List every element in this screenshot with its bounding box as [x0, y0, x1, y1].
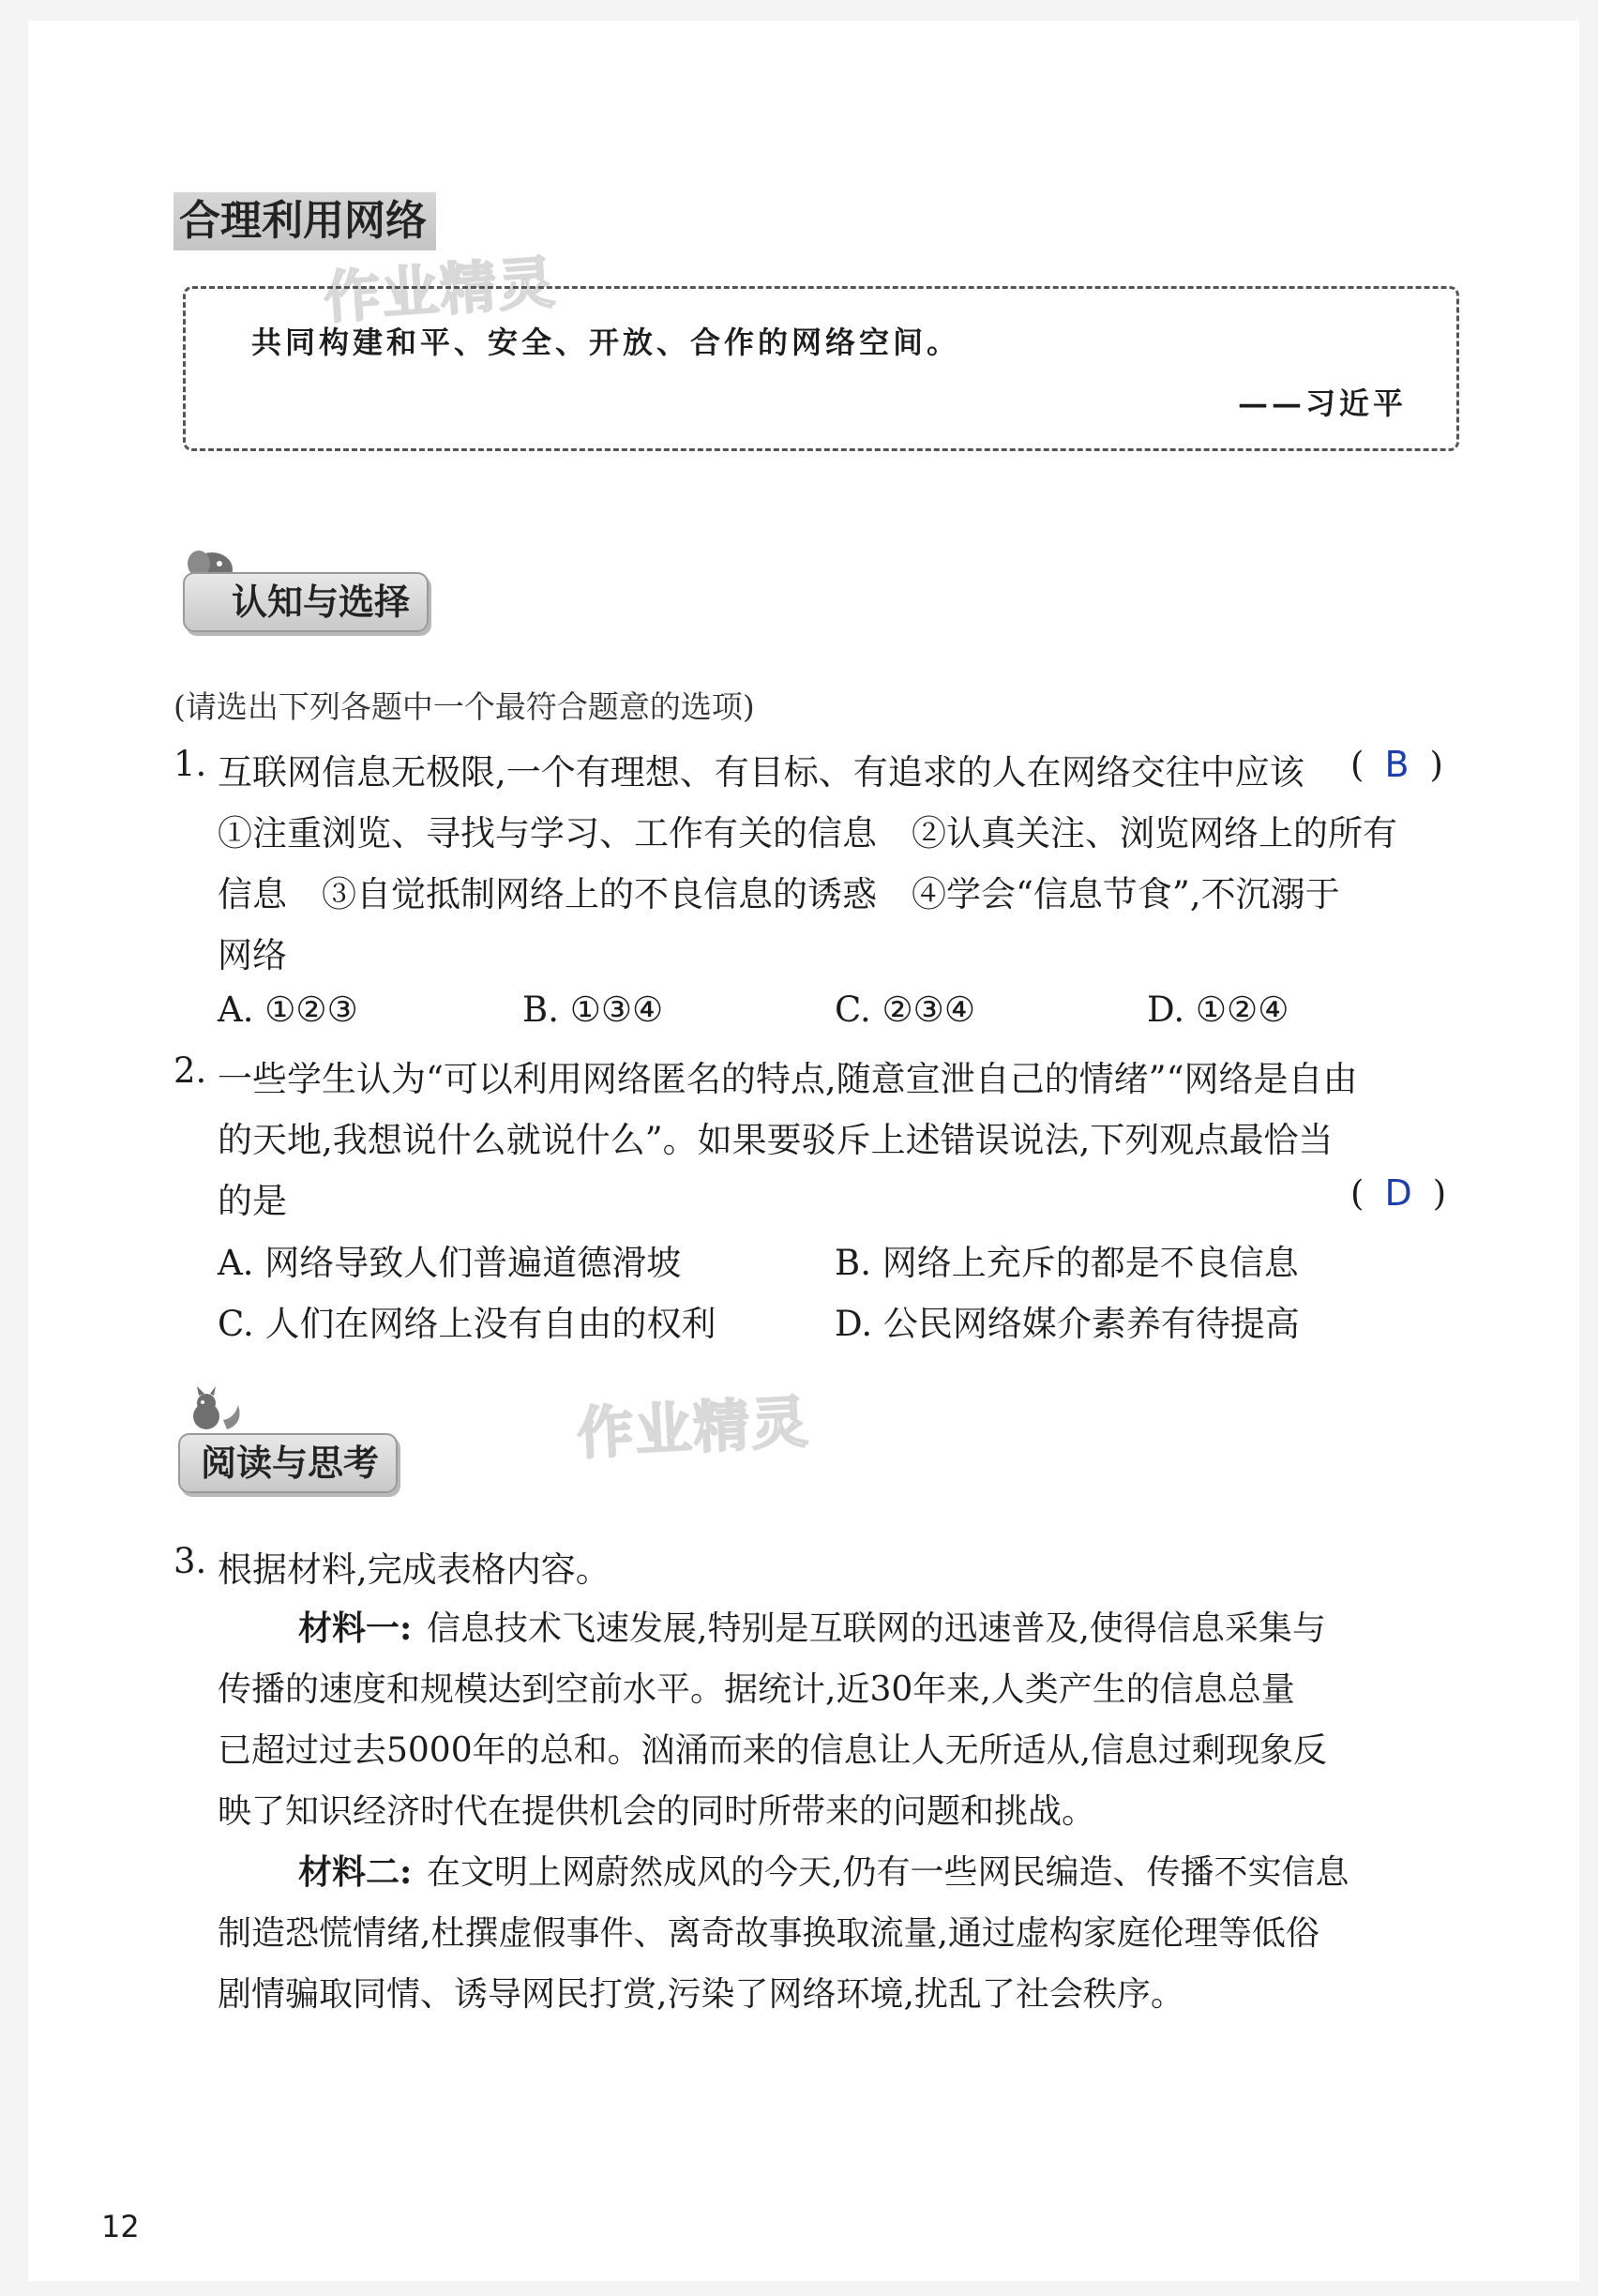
answer-mark: D: [1384, 1172, 1412, 1214]
answer-bracket: ( D ): [1350, 1172, 1447, 1214]
option-a: A. 网络导致人们普遍道德滑坡: [218, 1243, 682, 1283]
material-line: 制造恐慌情绪,杜撰虚假事件、离奇故事换取流量,通过虚构家庭伦理等低俗: [218, 1914, 1319, 1953]
material-label: 材料二:: [298, 1852, 413, 1892]
section-title: 合理利用网络: [173, 192, 436, 250]
section-badge-cognition: 认知与选择: [183, 572, 429, 632]
option-a: A. ①②③: [218, 989, 358, 1030]
question-line: ①注重浏览、寻找与学习、工作有关的信息 ②认真关注、浏览网络上的所有: [218, 813, 1397, 853]
material-line: 已超过过去5000年的总和。汹涌而来的信息让人无所适从,信息过剩现象反: [218, 1731, 1328, 1770]
question-line: 一些学生认为“可以利用网络匿名的特点,随意宣泄自己的情绪”“网络是自由: [218, 1059, 1358, 1099]
answer-bracket: ( B ): [1350, 744, 1443, 785]
watermark: 作业精灵: [322, 249, 559, 332]
material-line: 剧情骗取同情、诱导网民打赏,污染了网络环境,扰乱了社会秩序。: [218, 1975, 1184, 2014]
quote-author: ——习近平: [1238, 385, 1408, 421]
material-line: 传播的速度和规模达到空前水平。据统计,近30年来,人类产生的信息总量: [218, 1670, 1295, 1709]
question-number: 1.: [173, 744, 207, 784]
answer-mark: B: [1384, 744, 1410, 785]
question-line: 的天地,我想说什么就说什么”。如果要驳斥上述错误说法,下列观点最恰当: [218, 1120, 1334, 1160]
question-number: 3.: [173, 1541, 207, 1581]
quote-text: 共同构建和平、安全、开放、合作的网络空间。: [251, 325, 961, 360]
instruction: (请选出下列各题中一个最符合题意的选项): [173, 688, 755, 725]
question-line: 互联网信息无极限,一个有理想、有目标、有追求的人在网络交往中应该: [218, 752, 1304, 793]
question-text: 根据材料,完成表格内容。: [218, 1549, 611, 1590]
option-d: D. 公民网络媒介素养有待提高: [835, 1304, 1300, 1344]
material-line: 信息技术飞速发展,特别是互联网的迅速普及,使得信息采集与: [427, 1609, 1326, 1648]
option-c: C. ②③④: [835, 989, 976, 1030]
material-line: 在文明上网蔚然成风的今天,仍有一些网民编造、传播不实信息: [427, 1853, 1349, 1892]
material-label: 材料一:: [298, 1609, 413, 1648]
question-number: 2.: [173, 1050, 207, 1091]
section-badge-reading: 阅读与思考: [178, 1433, 398, 1493]
quote-box: [183, 286, 1459, 451]
question-line: 信息 ③自觉抵制网络上的不良信息的诱惑 ④学会“信息节食”,不沉溺于: [218, 874, 1340, 914]
option-c: C. 人们在网络上没有自由的权利: [218, 1304, 716, 1344]
page-number: 12: [101, 2209, 140, 2244]
question-line: 的是: [218, 1181, 287, 1221]
material-line: 映了知识经济时代在提供机会的同时所带来的问题和挑战。: [218, 1792, 1096, 1831]
squirrel-mascot-icon: [186, 1386, 251, 1439]
question-line: 网络: [218, 935, 287, 975]
option-b: B. 网络上充斥的都是不良信息: [835, 1243, 1299, 1283]
option-b: B. ①③④: [522, 989, 664, 1030]
option-d: D. ①②④: [1147, 989, 1289, 1030]
watermark: 作业精灵: [575, 1389, 811, 1468]
